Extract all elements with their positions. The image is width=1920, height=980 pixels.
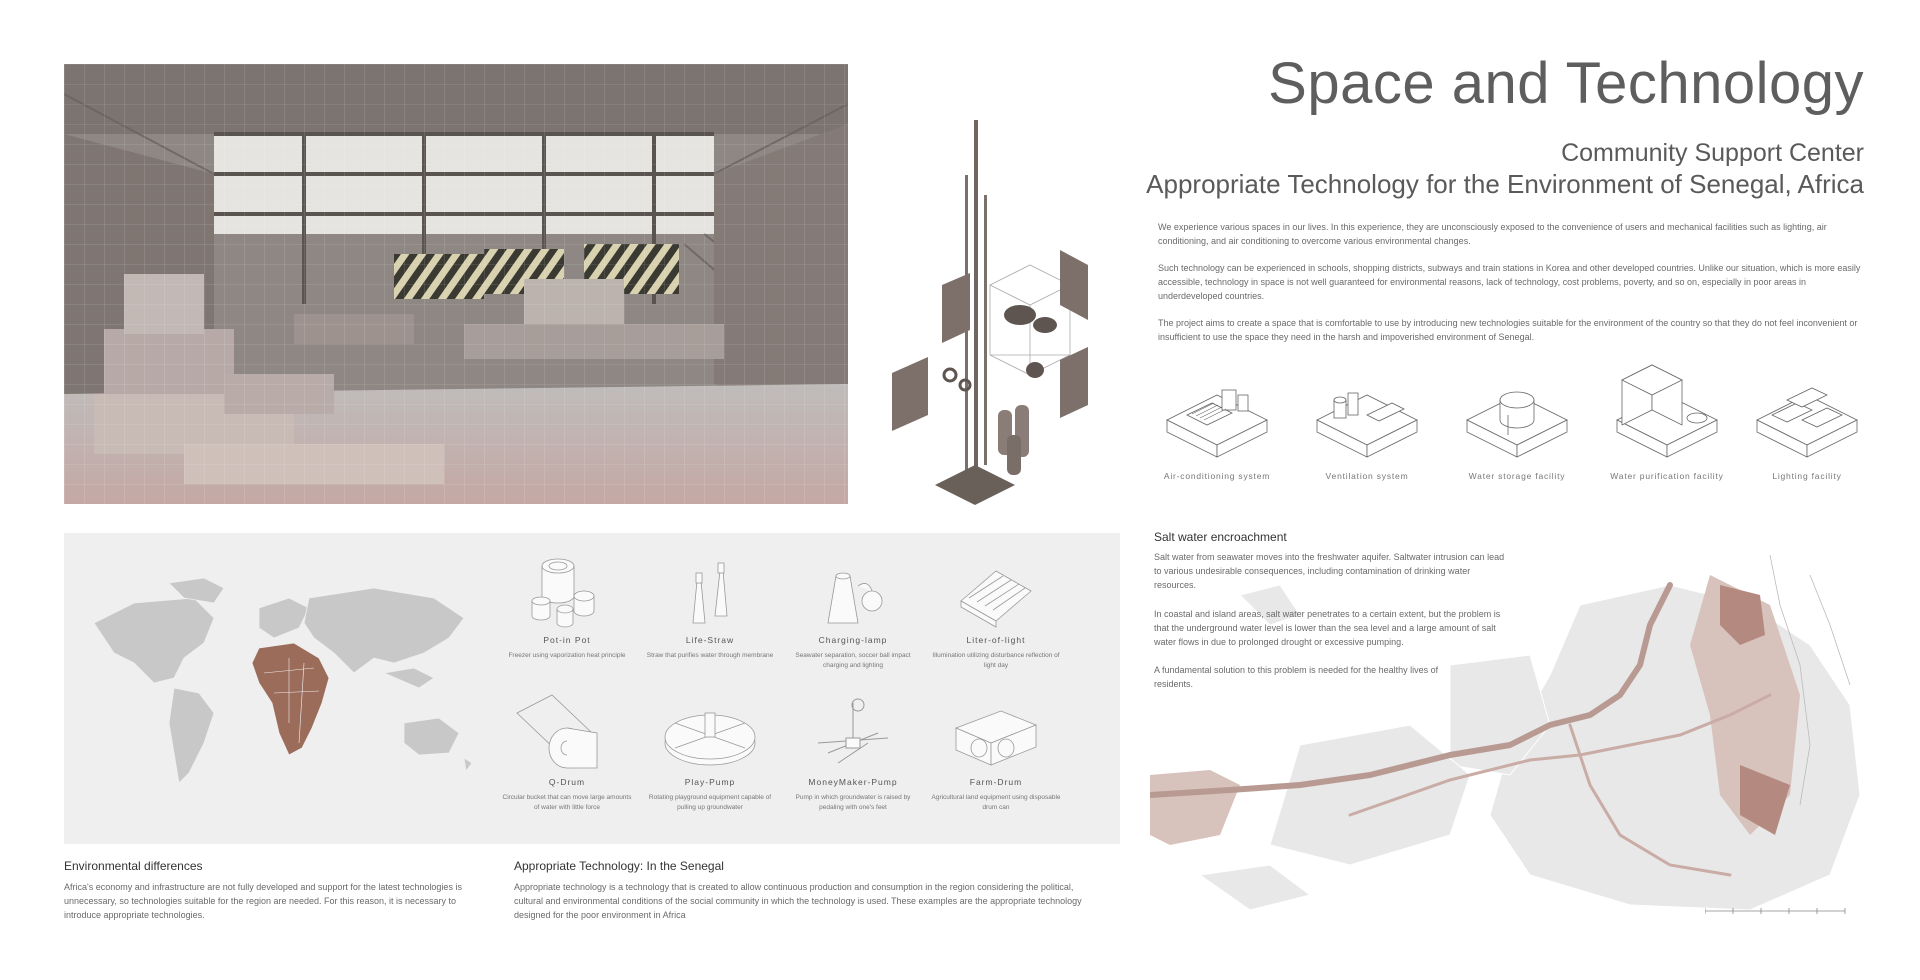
- facility-water-storage: [1457, 365, 1577, 481]
- salt-water-paragraph-2: In coastal and island areas, salt water penetrates to a certain extent, but the problem is that the underground water level is lower than the sea level and a large amount of salt water flows in due to prolonged drought or excessive pumping.: [1154, 609, 1501, 647]
- tech-desc: Illumination utilizing disturbance reflection of light day: [932, 652, 1060, 669]
- salt-water-paragraph-1: Salt water from seawater moves into the freshwater aquifer. Saltwater intrusion can lead to various undesirable consequences, including contamination of drinking water resources.: [1154, 552, 1505, 590]
- tech-play-pump: [644, 693, 776, 813]
- facility-lighting: [1747, 365, 1867, 481]
- africa-highlight: [252, 643, 329, 755]
- facility-ventilation: [1307, 365, 1427, 481]
- tech-desc: Freezer using vaporization heat principle: [508, 652, 626, 659]
- tech-name: Liter-of-light: [966, 635, 1026, 645]
- tech-charging-lamp: [787, 551, 919, 671]
- interior-render-image: [64, 64, 848, 504]
- charging-lamp-icon: [808, 551, 898, 631]
- intro-paragraph-3: The project aims to create a space that is comfortable to use by introducing new technologies suitable for the environment of the country so that they do not feel inconvenient or insufficient to use the space they need in the harsh and impoverished environment of Senegal.: [1158, 318, 1858, 342]
- intro-paragraph-1: We experience various spaces in our lives. In this experience, they are unconsciously exposed to the convenience of users and mechanical facilities such as lighting, air conditioning, and air conditioning to overcome various environmental changes.: [1158, 222, 1827, 246]
- lighting-icon: [1752, 365, 1862, 465]
- air-conditioning-icon: [1162, 365, 1272, 465]
- tech-name: Charging-lamp: [818, 635, 888, 645]
- senegal-river-map: [1150, 545, 1860, 915]
- tech-moneymaker-pump: [787, 693, 919, 813]
- facility-label: Water storage facility: [1468, 471, 1566, 481]
- tech-desc: Pump in which groundwater is raised by pedaling with one's feet: [795, 794, 911, 811]
- tech-name: Q-Drum: [548, 777, 586, 787]
- tech-desc: Seawater separation, soccer ball impact charging and lighting: [795, 652, 911, 669]
- subtitle-secondary: Appropriate Technology for the Environment of Senegal, Africa: [1146, 169, 1864, 199]
- appropriate-tech-heading: Appropriate Technology: In the Senegal: [514, 859, 724, 873]
- tech-name: Play-Pump: [684, 777, 736, 787]
- environmental-body: Africa's economy and infrastructure are not fully developed and support for the latest technologies is unnecessary, so technologies suitable for the region are needed. For this reason, it is necessary to introduce appropriate technologies.: [64, 882, 462, 920]
- tech-desc: Circular bucket that can move large amounts of water with little force: [502, 794, 632, 811]
- facility-air-conditioning: [1157, 365, 1277, 481]
- tech-desc: Straw that purifies water through membrane: [646, 652, 774, 659]
- tech-q-drum: [501, 693, 633, 813]
- tech-liter-of-light: [930, 551, 1062, 671]
- tech-name: Farm-Drum: [969, 777, 1023, 787]
- salt-water-heading: Salt water encroachment: [1154, 530, 1287, 544]
- life-straw-icon: [665, 551, 755, 631]
- facility-water-purification: [1607, 350, 1727, 481]
- farm-drum-icon: [941, 693, 1051, 773]
- ventilation-icon: [1312, 365, 1422, 465]
- tech-farm-drum: [930, 693, 1062, 813]
- play-pump-icon: [655, 693, 765, 773]
- tech-name: MoneyMaker-Pump: [808, 777, 898, 787]
- salt-water-paragraph-3: A fundamental solution to this problem is needed for the healthy lives of residents.: [1154, 665, 1439, 689]
- facility-label: Water purification facility: [1610, 471, 1724, 481]
- tech-life-straw: [644, 551, 776, 661]
- exploded-axonometric-drawing: [880, 115, 1115, 505]
- environmental-heading: Environmental differences: [64, 859, 203, 873]
- water-storage-icon: [1462, 365, 1572, 465]
- liter-of-light-icon: [951, 551, 1041, 631]
- tech-desc: Agricultural land equipment using disposable drum can: [931, 794, 1061, 811]
- tech-desc: Rotating playground equipment capable of pulling up groundwater: [648, 794, 772, 811]
- q-drum-icon: [512, 693, 622, 773]
- facility-label: Lighting facility: [1772, 471, 1842, 481]
- intro-paragraph-2: Such technology can be experienced in schools, shopping districts, subways and train stations in Korea and other developed countries. Unlike our situation, which is more easily accessible, technology in space is not well guaranteed for environmental reasons, lack of technology, cost problems, poverty, and so on, especially in poor areas in underdeveloped countries.: [1158, 263, 1861, 301]
- scale-bar: [1705, 903, 1855, 917]
- facility-label: Ventilation system: [1325, 471, 1409, 481]
- pot-in-pot-icon: [522, 551, 612, 631]
- tech-name: Life-Straw: [685, 635, 735, 645]
- tech-name: Pot-in Pot: [543, 635, 591, 645]
- technology-panel: [64, 533, 1120, 844]
- appropriate-tech-body: Appropriate technology is a technology that is created to allow continuous production and consumption in the region considering the political, cultural and environmental conditions of the social community in which the technology is used. These examples are the appropriate technology designed for the poor environment in Africa: [514, 882, 1082, 920]
- world-map: [74, 563, 494, 793]
- moneymaker-pump-icon: [798, 693, 908, 773]
- tech-pot-in-pot: [501, 551, 633, 661]
- page-title: Space and Technology: [1268, 51, 1864, 116]
- subtitle-primary: Community Support Center: [1561, 139, 1864, 167]
- facility-label: Air-conditioning system: [1163, 471, 1271, 481]
- water-purification-icon: [1612, 350, 1722, 465]
